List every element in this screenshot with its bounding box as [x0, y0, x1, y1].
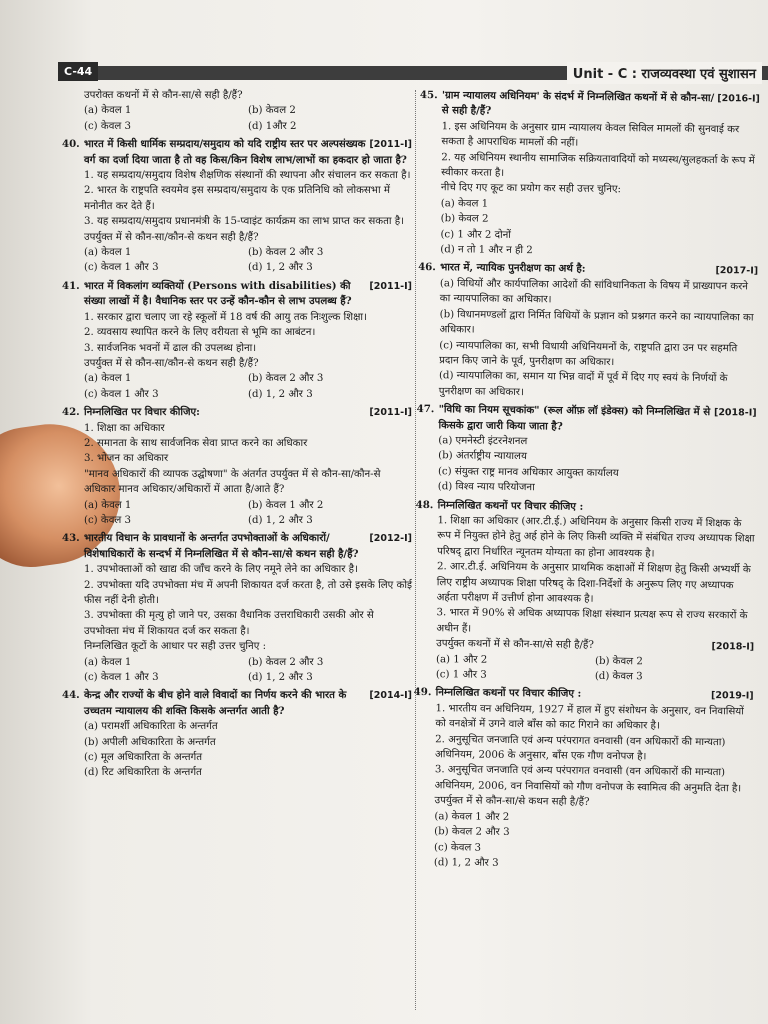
option-item: (d) 1, 2 और 3: [248, 388, 313, 400]
option-item: (b) केवल 1 और 2: [248, 499, 324, 511]
options-grid: [62, 655, 412, 686]
option-item: (c) न्यायपालिका का, सभी विधायी अधिनियमनों के, राष्ट्रपति द्वारा उन पर सहमति प्रदान किए जाने के पूर्व, पुनरीक्षण का अधिकार।: [439, 339, 738, 368]
statement: 3. सार्वजनिक भवनों में ढाल की उपलब्ध होना।: [84, 342, 257, 354]
question-header: [62, 279, 412, 310]
exam-year: [2011-I]: [369, 407, 412, 419]
option-item: (d) 1, 2 और 3: [248, 514, 313, 526]
unit-title: Unit - C : राजव्यवस्था एवं सुशासन: [567, 62, 762, 84]
options-grid: [62, 245, 412, 276]
question-header: [420, 88, 760, 122]
question-header: [62, 405, 412, 420]
statement: 1. यह सम्प्रदाय/समुदाय विशेष शैक्षणिक संस्थानों की स्थापना और संचालन कर सकता है।: [84, 170, 411, 182]
question-text: [2011-I] निम्नलिखित पर विचार कीजिए:: [84, 405, 412, 420]
question-prompt: उपर्युक्त में से कौन-सा/कौन-से कथन सही है/हैं?: [84, 231, 259, 243]
statement: 2. अनुसूचित जनजाति एवं अन्य परंपरागत वनवासी (वन अधिकारों की मान्यता) अधिनियम, 2006 के अनुसार, बाँस एक गौण वनोपज है।: [434, 733, 726, 763]
option-item: (a) केवल 1: [84, 656, 132, 668]
option-item: (b) केवल 2 और 3: [434, 826, 510, 839]
option-item: (b) केवल 2: [248, 105, 296, 117]
question-number: 46.: [418, 261, 436, 274]
option-item: (a) केवल 1: [440, 198, 489, 210]
statement: 2. आर.टी.ई. अधिनियम के अनुसार प्राथमिक कक्षाओं में शिक्षण हेतु किसी अभ्यर्थी के लिए राष्ट्रीय अध्यापक शिक्षा परिषद् के दिशा-निर्देशों के अनुरूप लिए गए अध्यापक अर्हता परीक्षण में उत्तीर्ण होना आवश्यक है।: [436, 561, 751, 605]
statement: 2. भारत के राष्ट्रपति स्वयमेव इस सम्प्रदाय/समुदाय के एक प्रतिनिधि को लोकसभा में मनोनीत कर देते हैं।: [84, 185, 390, 212]
options-grid: [414, 652, 754, 686]
question-header: [62, 688, 412, 719]
statement: 1. सरकार द्वारा चलाए जा रहे स्कूलों में 18 वर्ष की आयु तक निःशुल्क शिक्षा।: [84, 311, 367, 323]
question-prompt: उपर्युक्त में से कौन-सा/से कथन सही है/हैं?: [434, 795, 590, 809]
statement: 2. उपभोक्ता यदि उपभोक्ता मंच में अपनी शिकायत दर्ज करता है, तो उसे इसके लिए कोई फीस नहीं देनी होती।: [84, 579, 412, 606]
exam-year: [2017-I]: [715, 265, 759, 278]
statement: 2. व्यवसाय स्थापित करने के लिए वरीयता से भूमि का आबंटन।: [84, 327, 316, 339]
option-item: (b) अंतर्राष्ट्रीय न्यायालय: [438, 450, 527, 463]
option-item: (a) एमनेस्टी इंटरनेशनल: [438, 435, 528, 448]
option-item: (b) केवल 2 और 3: [248, 247, 324, 259]
option-item: (d) 1, 2 और 3: [248, 262, 313, 274]
option-item: (a) केवल 1 और 2: [434, 810, 510, 823]
option-item: (c) 1 और 3: [435, 669, 487, 681]
option-item: (c) संयुक्त राष्ट्र मानव अधिकार आयुक्त कार्यालय: [437, 465, 619, 479]
question-text: [2017-I] भारत में, न्यायिक पुनरीक्षण का अर्थ है:: [440, 261, 758, 280]
option-item: (b) केवल 2: [440, 213, 489, 225]
option-item: (d) रिट अधिकारिता के अन्तर्गत: [84, 767, 202, 779]
option-item: (d) केवल 3: [594, 670, 643, 683]
option-item: (d) विश्व न्याय परियोजना: [437, 481, 535, 494]
option-item: (d) 1, 2 और 3: [433, 857, 499, 869]
question-40: [62, 137, 412, 276]
statement: 1. शिक्षा का अधिकार (आर.टी.ई.) अधिनियम के अनुसार किसी राज्य में शिक्षक के रूप में नियुक्त होने हेतु अर्ह होने के लिए किसी व्यक्ति में संबंधित राज्य अध्यापक शिक्षा परिषद् द्वारा निर्धारित न्यूनतम योग्यता का होना आवश्यक है।: [437, 515, 755, 560]
question-number: 43.: [62, 532, 80, 545]
question-49: [412, 685, 754, 873]
question-43: [62, 531, 412, 685]
statement: 1. भारतीय वन अधिनियम, 1927 में हाल में हुए संशोधन के अनुसार, वन निवासियों को वनक्षेत्रों में उगने वाले बाँस को काट गिराने का अधिकार है।: [435, 703, 744, 732]
option-item: (c) केवल 3: [84, 514, 132, 526]
option-item: (a) केवल 1: [84, 105, 132, 117]
question-42: [62, 405, 412, 528]
question-prompt: "मानव अधिकारों की व्यापक उद्घोषणा" के अंतर्गत उपर्युक्त में से कौन-सा/कौन-से अधिकार मानव अधिकार/अधिकारों में आता है/आते हैं?: [84, 468, 381, 496]
question-number: 45.: [419, 88, 438, 102]
question-48: [414, 498, 756, 686]
question-44: [62, 688, 412, 780]
page-number: C-44: [58, 62, 98, 81]
statement: 1. उपभोक्ताओं को खाद्य की जाँच करने के लिए नमूने लेने का अधिकार है।: [84, 564, 358, 576]
statement: 3. अनुसूचित जनजाति एवं अन्य परंपरागत वनवासी (वन अधिकारों की मान्यता) अधिनियम, 2006, वन निवासियों को गौण वनोपज के स्वामित्व की अनुमति देता है।: [434, 764, 742, 795]
question-prompt: निम्नलिखित कूटों के आधार पर सही उत्तर चुनिए :: [84, 641, 267, 653]
option-item: (c) मूल अधिकारिता के अन्तर्गत: [84, 752, 203, 764]
exam-year: [2014-I]: [369, 690, 412, 702]
question-39-tail: [62, 88, 412, 134]
question-prompt: नीचे दिए गए कूट का प्रयोग कर सही उत्तर चुनिए:: [440, 182, 621, 196]
option-item: (c) केवल 1 और 3: [84, 262, 159, 274]
question-header: [416, 402, 756, 436]
question-41: [62, 279, 412, 402]
statement: 1. इस अधिनियम के अनुसार ग्राम न्यायालय केवल सिविल मामलों की सुनवाई कर सकता है आपराधिक मामलों की नहीं।: [441, 121, 740, 149]
statement: 3. उपभोक्ता की मृत्यु हो जाने पर, उसका वैधानिक उत्तराधिकारी उसकी ओर से उपभोक्ता मंच में शिकायत दर्ज कर सकता है।: [84, 610, 374, 637]
question-text: [2014-I] केन्द्र और राज्यों के बीच होने वाले विवादों का निर्णय करने की भारत के उच्चतम न्यायालय की शक्ति किसके अन्तर्गत आती है?: [84, 689, 412, 717]
option-item: (b) केवल 2 और 3: [248, 656, 324, 668]
question-47: [416, 402, 757, 498]
question-text: [2016-I] 'ग्राम न्यायालय अधिनियम' के संदर्भ में निम्नलिखित कथनों में से कौन-सा/से सही है/हैं?: [441, 89, 760, 118]
option-item: (c) केवल 3: [433, 841, 482, 854]
question-number: 44.: [62, 689, 80, 702]
statement: 1. शिक्षा का अधिकार: [84, 422, 165, 434]
option-item: (a) केवल 1: [84, 247, 132, 259]
left-column: [62, 88, 412, 784]
exam-year: [2018-I]: [711, 641, 755, 653]
option-item: (b) अपीली अधिकारिता के अन्तर्गत: [84, 736, 216, 748]
question-45: [418, 88, 760, 261]
question-number: 48.: [415, 498, 434, 511]
options-grid: [62, 103, 412, 134]
question-text: [2012-I] भारतीय विधान के प्रावधानों के अन्तर्गत उपभोक्ताओं के अधिकारों/विशेषाधिकारों के सन्दर्भ में निम्नलिखित में से कौन-सा/से कथन सही है/हैं?: [84, 532, 412, 560]
option-item: (a) केवल 1: [84, 373, 132, 385]
options-grid: [62, 371, 412, 402]
option-item: (d) 1, 2 और 3: [248, 672, 313, 684]
statement: 3. भोजन का अधिकार: [84, 453, 169, 465]
question-header: [62, 531, 412, 562]
option-item: (a) विधियों और कार्यपालिका आदेशों की सांविधानिकता के विषय में प्राख्यापन करने का न्यायपालिका का अधिकार।: [439, 278, 748, 306]
question-text: [2019-I] निम्नलिखित कथनों पर विचार कीजिए :: [436, 686, 754, 705]
statement: 3. यह सम्प्रदाय/समुदाय प्रधानमंत्री के 15-प्वाइंट कार्यक्रम का लाभ प्राप्त कर सकता है।: [84, 216, 405, 228]
option-item: (c) केवल 1 और 3: [84, 388, 159, 400]
question-text: निम्नलिखित कथनों पर विचार कीजिए :: [437, 498, 584, 513]
question-number: 40.: [62, 138, 80, 151]
option-item: (b) विधानमण्डलों द्वारा निर्मित विधियों के प्रज्ञान को प्रश्नगत करने का न्यायपालिका का अधिकार।: [439, 308, 754, 336]
exam-year: [2019-I]: [710, 690, 754, 702]
exam-year: [2011-I]: [369, 139, 412, 151]
option-item: (d) न्यायपालिका का, समान या भिन्न वादों में पूर्व में दिए गए स्वयं के निर्णयों के पुनरीक्षण का अधिकार।: [438, 370, 728, 398]
statement: 2. समानता के साथ सार्वजनिक सेवा प्राप्त करने का अधिकार: [84, 437, 308, 449]
question-number: 41.: [62, 279, 80, 292]
option-item: (c) 1 और 2 दोनों: [440, 228, 512, 241]
option-item: (a) परामर्शी अधिकारिता के अन्तर्गत: [84, 721, 218, 733]
option-item: (d) न तो 1 और न ही 2: [440, 244, 533, 257]
question-header: [62, 137, 412, 168]
option-item: (d) 1और 2: [248, 120, 297, 132]
exam-year: [2018-I]: [713, 407, 757, 419]
option-item: (a) 1 और 2: [435, 653, 488, 666]
question-46: [417, 260, 758, 402]
statement: 3. भारत में 90% से अधिक अध्यापक शिक्षा संस्थान प्रत्यक्ष रूप से राज्य सरकारों के अधीन हैं।: [436, 607, 748, 635]
options-grid: [62, 498, 412, 529]
option-item: (a) केवल 1: [84, 499, 132, 511]
question-text: [2011-I] भारत में विकलांग व्यक्तियों (Persons with disabilities) की संख्या लाखों में है। वैधानिक स्तर पर उन्हें कौन-कौन से लाभ उपलब्ध हैं?: [84, 279, 412, 308]
question-number: 49.: [413, 686, 432, 699]
option-item: (c) केवल 1 और 3: [84, 672, 159, 684]
option-item: (b) केवल 2: [594, 655, 643, 667]
question-prompt: उपरोक्त कथनों में से कौन-सा/से सही है/हैं?: [84, 90, 243, 101]
exam-year: [2011-I]: [369, 280, 412, 292]
exam-year: [2012-I]: [369, 533, 412, 545]
option-item: (c) केवल 3: [84, 120, 132, 132]
question-text: [2018-I] "विधि का नियम सूचकांक" (रूल ऑफ़ लॉ इंडेक्स) को निम्नलिखित में से किसके द्वारा जारी किया जाता है?: [438, 403, 757, 433]
exam-year: [2016-I]: [717, 93, 760, 105]
statement: 2. यह अधिनियम स्थानीय सामाजिक सक्रियतावादियों को मध्यस्थ/सुलहकर्ता के रूप में स्वीकार करता है।: [441, 151, 755, 179]
question-number: 47.: [416, 403, 435, 416]
right-column: [412, 88, 760, 877]
option-item: (b) केवल 2 और 3: [248, 373, 324, 385]
question-prompt: उपर्युक्त में से कौन-सा/कौन-से कथन सही है/हैं?: [84, 357, 259, 369]
question-number: 42.: [62, 406, 80, 419]
question-prompt: [2018-I] उपर्युक्त कथनों में से कौन-सा/से सही है/हैं?: [414, 636, 754, 655]
question-text: [2011-I] भारत में किसी धार्मिक सम्प्रदाय/समुदाय को यदि राष्ट्रीय स्तर पर अल्पसंख्यक वर्ग का दर्जा दिया जाता है तो वह किस/किन विशेष लाभ/लाभों का हकदार हो जाता है?: [84, 138, 412, 166]
